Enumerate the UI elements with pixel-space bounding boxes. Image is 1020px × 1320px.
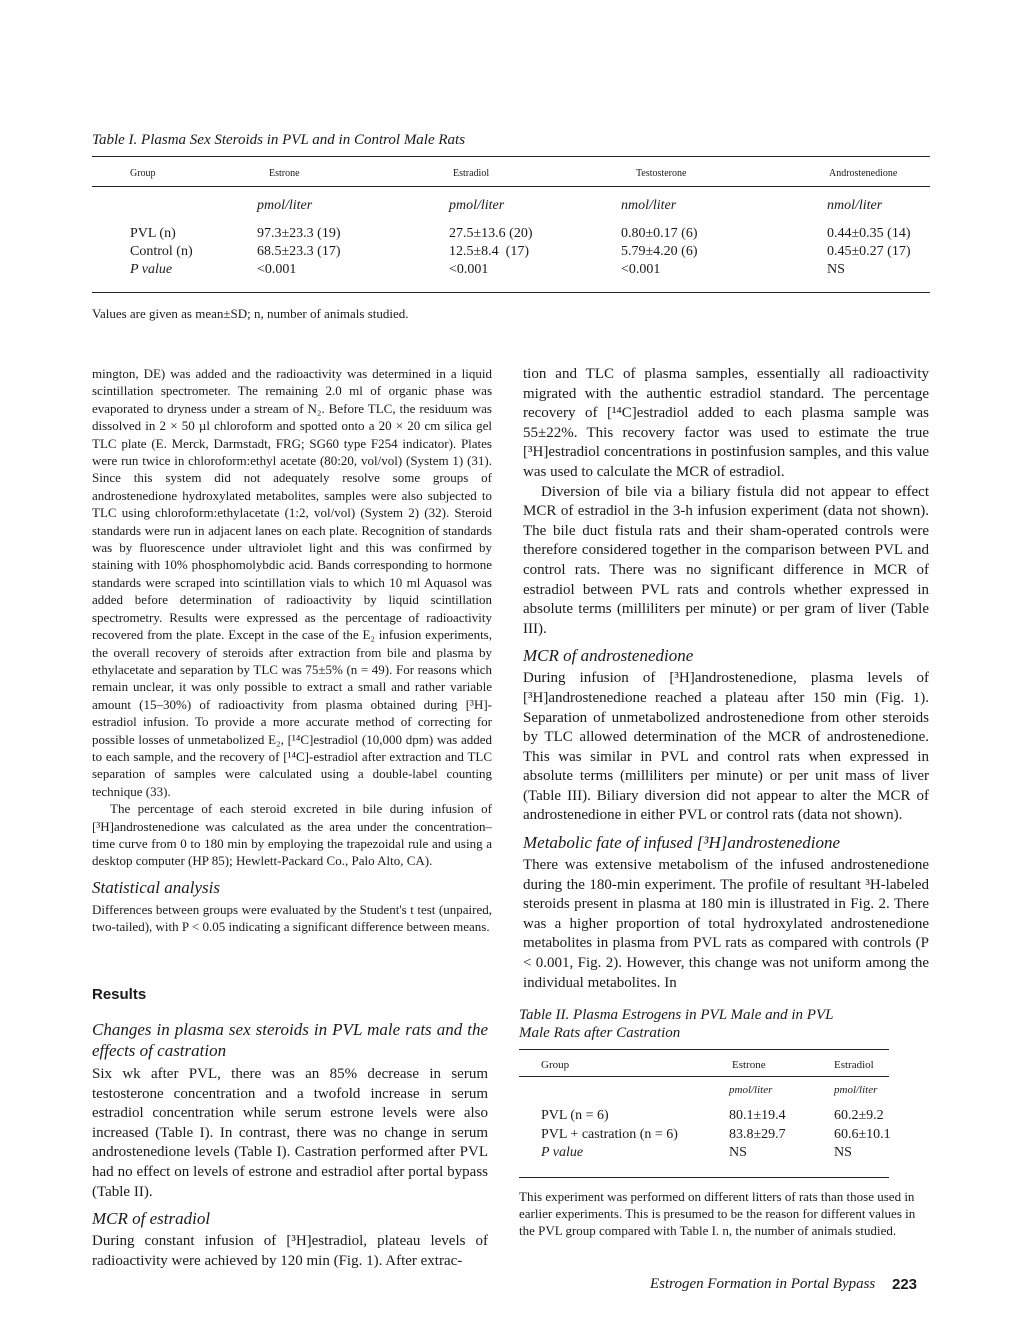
table2-unit-estradiol: pmol/liter bbox=[834, 1084, 878, 1096]
section-heading-mcr-estradiol: MCR of estradiol bbox=[92, 1209, 211, 1229]
table2-header-group: Group bbox=[541, 1059, 570, 1071]
table2-top-rule bbox=[519, 1049, 889, 1050]
table2-cell: NS bbox=[729, 1145, 747, 1160]
table1-unit-androstenedione: nmol/liter bbox=[827, 198, 883, 213]
paragraph: Six wk after PVL, there was an 85% decrease in serum testosterone concentration and a twofold increase in serum estradiol concentration while serum estrone levels were also increased (Table I). In contrast, there was no change in serum androstenedione levels (Table I). Castration performed after PVL had no effect on levels of estrone and estradiol after portal bypass (Table II). bbox=[92, 1066, 488, 1200]
table2-cell: 60.6±10.1 bbox=[834, 1127, 891, 1142]
table1-bottom-rule bbox=[92, 292, 930, 293]
table1-row-pvl-group: PVL (n) bbox=[130, 226, 176, 241]
table2-row-pvalue-group: P value bbox=[541, 1145, 584, 1160]
table1-cell: 0.45±0.27 (17) bbox=[827, 244, 911, 259]
table1-cell: NS bbox=[827, 262, 845, 277]
paragraph: Diversion of bile via a biliary fistula did not appear to effect MCR of estradiol in the 3-h infusion experiment (data not shown). The bile duct fistula rats and their sham-operated controls were therefore considered together in the comparison between PVL and control rats. There was no significant difference in MCR of estradiol between PVL rats and controls whether expressed in absolute terms (milliliters per minute) or per gram of liver (Table III). bbox=[523, 483, 929, 637]
page-number: 223 bbox=[892, 1276, 918, 1293]
table2-footnote: This experiment was performed on different litters of rats than those used in earlier experiments. This is presumed to be the reason for different values in the PVL group compared with Table I. n, the number of animals studied. bbox=[519, 1189, 916, 1238]
table1-cell: 12.5±8.4 (17) bbox=[449, 244, 530, 259]
paragraph: During infusion of [³H]androstenedione, plasma levels of [³H]androstenedione reached a plateau after 150 min (Fig. 1). Separation of unmetabolized androstenedione from other steroids by TLC allowed determination of the MCR of androstenedione. This was similar in PVL and control rats when expressed in absolute terms (milliliters per minute) or per unit mass of liver (Table III). Biliary diversion did not appear to alter the MCR of androstenedione in either PVL or control rats (data not shown). bbox=[523, 670, 929, 824]
table1-caption: Table I. Plasma Sex Steroids in PVL and in Control Male Rats bbox=[92, 132, 466, 148]
table2-cell: NS bbox=[834, 1145, 852, 1160]
paragraph: mington, DE) was added and the radioactivity was determined in a liquid scintillation spectrometer. The remaining 2.0 ml of organic phase was evaporated to dryness under a stream of N₂. Before TLC, the residuum was dissolved in 2 × 50 µl chloroform and spotted onto a 20 × 20 cm silica gel TLC plate (E. Merck, Darmstadt, FRG; SG60 type F254 indicator). Plates were run twice in chloroform:ethyl acetate (80:20, vol/vol) (System 1) (31). Since this system did not adequately resolve some groups of androstenedione hydroxylated metabolites, samples were also subjected to TLC using chloroform:ethylacetate (1:2, vol/vol) (System 2) (32). Steroid standards were run in adjacent lanes on each plate. Recognition of standards was by fluorescence under ultraviolet light and this was confirmed by staining with 10% phosphomolybdic acid. Bands corresponding to hormone standards were scraped into scintillation vials to which 10 ml Aquasol was added before determination of radioactivity by liquid scintillation spectrometry. Results were expressed as the percentage of radioactivity recovered from the plate. Except in the case of the E₂ infusion experiments, the overall recovery of steroids after extraction from bile and plasma by ethylacetate and separation by TLC was 75±5% (n = 49). For reasons which remain unclear, it was only possible to extract a small and rather variable amount (15–30%) of radioactivity from plasma obtained during [³H]-estradiol infusion. To provide a more accurate method of correcting for possible losses of unmetabolized E₂, [¹⁴C]estradiol (10,000 dpm) was added to each sample, and the recovery of [¹⁴C]-estradiol after extraction and TLC separation of samples were calculated using a double-label counting technique (33). bbox=[92, 366, 492, 799]
table1-header-estrone: Estrone bbox=[269, 168, 300, 179]
table2-bottom-rule bbox=[519, 1177, 889, 1178]
table2-header-estradiol: Estradiol bbox=[834, 1059, 874, 1071]
table1-header-rule bbox=[92, 186, 930, 187]
table1-top-rule bbox=[92, 156, 930, 157]
right-column bbox=[523, 365, 929, 993]
paragraph: The percentage of each steroid excreted in bile during infusion of [³H]androstenedione was calculated as the area under the concentration–time curve from 0 to 180 min by employing the trapezoidal rule and using a desktop computer (HP 85); Hewlett-Packard Co., Palo Alto, CA). bbox=[92, 801, 492, 869]
table2-cell: 80.1±19.4 bbox=[729, 1108, 786, 1123]
section-heading-metabolic-fate: Metabolic fate of infused [³H]androstenedione bbox=[523, 833, 841, 853]
table1-unit-testosterone: nmol/liter bbox=[621, 198, 677, 213]
table1-cell: 68.5±23.3 (17) bbox=[257, 244, 341, 259]
table2-header-rule bbox=[519, 1076, 889, 1077]
table1-cell: 0.80±0.17 (6) bbox=[621, 226, 698, 241]
table1-header-androstenedione: Androstenedione bbox=[829, 168, 898, 179]
table1-unit-estradiol: pmol/liter bbox=[449, 198, 505, 213]
table1-header-estradiol: Estradiol bbox=[453, 168, 490, 179]
paragraph: Differences between groups were evaluated by the Student's t test (unpaired, two-tailed), with P < 0.05 indicating a significant difference between means. bbox=[92, 901, 492, 935]
table1-header-group: Group bbox=[130, 168, 156, 179]
paragraph: There was extensive metabolism of the infused androstenedione during the 180-min experiment. The profile of resultant ³H-labeled steroids present in plasma at 180 min is illustrated in Fig. 2. There was a higher proportion of total hydroxylated androstenedione metabolites in plasma from PVL rats as compared with controls (P < 0.001, Fig. 2). However, this change was not uniform among the individual metabolites. In bbox=[523, 857, 929, 991]
running-head: Estrogen Formation in Portal Bypass bbox=[650, 1276, 876, 1292]
table2-cell: 60.2±9.2 bbox=[834, 1108, 884, 1123]
section-heading-statistical-analysis: Statistical analysis bbox=[92, 877, 220, 897]
table1-row-control-group: Control (n) bbox=[130, 244, 193, 259]
table2-caption bbox=[519, 1006, 833, 1042]
paragraph: tion and TLC of plasma samples, essentially all radioactivity migrated with the authentic estradiol standard. The percentage recovery of [¹⁴C]estradiol added to each plasma sample was 55±22%. This recovery factor was used to estimate the true [³H]estradiol concentrations in postinfusion samples, and this value was used to calculate the MCR of estradiol. bbox=[523, 366, 929, 480]
table1-cell: 5.79±4.20 (6) bbox=[621, 244, 698, 259]
section-heading-mcr-androstenedione: MCR of androstenedione bbox=[523, 646, 694, 666]
paragraph: During constant infusion of [³H]estradiol, plateau levels of radioactivity were achieved by 120 min (Fig. 1). After extrac- bbox=[92, 1233, 488, 1269]
section-heading-results: Results bbox=[92, 986, 147, 1003]
left-column bbox=[92, 365, 492, 936]
table2-header-estrone: Estrone bbox=[732, 1059, 766, 1071]
left-column-results bbox=[92, 1019, 488, 1271]
table1-header-testosterone: Testosterone bbox=[636, 168, 687, 179]
table1-unit-estrone: pmol/liter bbox=[257, 198, 313, 213]
table1-cell: <0.001 bbox=[621, 262, 661, 277]
table1-footnote: Values are given as mean±SD; n, number of animals studied. bbox=[92, 306, 409, 321]
table1-cell: 0.44±0.35 (14) bbox=[827, 226, 911, 241]
table1-cell: <0.001 bbox=[257, 262, 297, 277]
section-heading-changes: Changes in plasma sex steroids in PVL male rats and the effects of castration bbox=[92, 1020, 488, 1060]
table1-cell: 27.5±13.6 (20) bbox=[449, 226, 533, 241]
table1-cell: 97.3±23.3 (19) bbox=[257, 226, 341, 241]
table2-row-castration-group: PVL + castration (n = 6) bbox=[541, 1127, 678, 1142]
table1-cell: <0.001 bbox=[449, 262, 489, 277]
table2-caption-line2: Male Rats after Castration bbox=[519, 1025, 681, 1041]
table2-cell: 83.8±29.7 bbox=[729, 1127, 786, 1142]
table1-row-pvalue-group: P value bbox=[130, 262, 173, 277]
table2-row-pvl-group: PVL (n = 6) bbox=[541, 1108, 609, 1123]
table2-unit-estrone: pmol/liter bbox=[729, 1084, 773, 1096]
table2-caption-line1: Table II. Plasma Estrogens in PVL Male and in PVL bbox=[519, 1007, 834, 1023]
